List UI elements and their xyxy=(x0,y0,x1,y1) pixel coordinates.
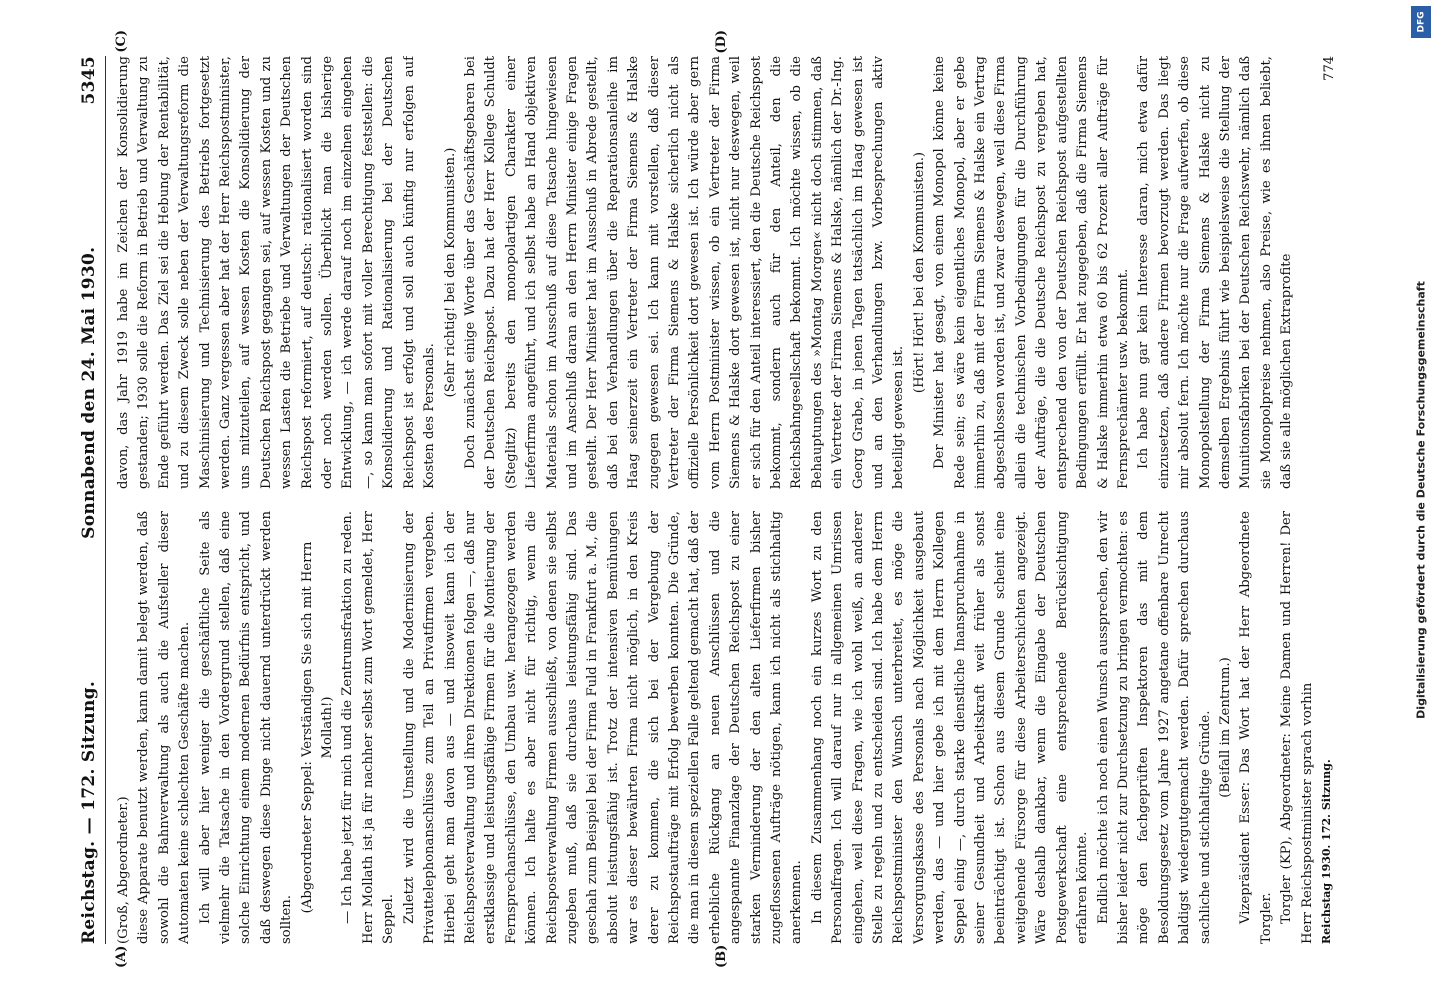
column-left xyxy=(114,511,1324,944)
footer-session: Reichstag 1930. 172. Sitzung. xyxy=(1320,759,1333,944)
interjection: (Beifall im Zentrum.) xyxy=(1217,657,1233,798)
speaker-label: (Groß, Abgeordneter.) xyxy=(116,796,131,944)
paragraph: In diesem Zusammenhang noch ein kurzes Wort zu den Personalfragen. Ich will darauf nur in allgemeinen Umrissen eingehen, weil diese Fragen, wie ich wohl weiß, an anderer Stelle zu regeln und zu entscheiden sind. Ich habe dem Herrn Reichspostminister den Wunsch unterbreitet, es möge die Versorgungskasse des Personals nach Möglichkeit ausgebaut werden, das — und hier gebe ich mit dem Herrn Kollegen Seppel einig —, durch starke dienstliche Inanspruchnahme in seiner Gesundheit und Arbeitskraft weit früher als sonst beeinträchtigt ist. Schon aus diesem Grunde scheint eine weitgehende Fürsorge für diese Arbeiterschichten angezeigt. Wäre deshalb dankbar, wenn die Eingabe der Deutschen Postgewerkschaft eine entsprechende Berücksichtigung erfahren könnte. xyxy=(809,511,1091,944)
text-columns xyxy=(114,30,1324,968)
rotated-document-page xyxy=(67,20,1367,980)
paragraph: Vizepräsident Esser: Das Wort hat der Herr Abgeordnete Torgler. xyxy=(1238,511,1274,944)
interjection: (Sehr richtig! bei den Kommunisten.) xyxy=(442,147,458,398)
page-header xyxy=(79,56,106,944)
funding-notice: Digitalisierung gefördert durch die Deutsche Forschungsgemeinschaft xyxy=(1414,281,1428,719)
paragraph: Zuletzt wird die Umstellung und die Modernisierung der Privattelephonanschlüsse zum Teil an Privatfirmen vergeben. Hierbei geht man davon aus — und insoweit kann ich der Reichspostverwaltung und ihren Direktionen folgen —, daß nur erstklassige und leistungsfähige Firmen für die Montierung der Fernsprechanschlüsse, den Umbau usw. herangezogen werden können. Ich halte es aber nicht für richtig, wenn die Reichspostverwaltung Firmen ausschließt, von denen sie selbst zugeben muß, daß sie durchaus leistungsfähig sind. Das geschah zum Beispiel bei der Firma Fuld in Frankfurt a. M., die absolut leistungsfähig ist. Trotz der intensiven Bemühungen war es dieser bewährten Firma nicht möglich, in den Kreis derer zu kommen, die sich bei der Vergebung der Reichspostaufträge mit Erfolg bewerben konnten. Die Gründe, die man in diesem speziellen Falle geltend gemacht hat, daß der erhebliche Rückgang an neuen Anschlüssen und die angespannte Finanzlage der Deutschen Reichspost zu einer starken Verminderung der den alten Lieferfirmen bisher zugeflossenen Aufträge nötigen, kann ich nicht als stichhaltig anerkennen. xyxy=(401,511,805,944)
paragraph: diese Apparate benutzt werden, kann damit belegt werden, daß sowohl die Bahnverwaltung als auch die Aufsteller dieser Automaten keine schlechten Geschäfte machen. xyxy=(136,511,193,944)
interjection: (Hört! Hört! bei den Kommunisten.) xyxy=(911,151,927,394)
header-session: Reichstag. — 172. Sitzung. xyxy=(79,680,99,944)
paragraph: Ich will aber hier weniger die geschäftliche Seite als vielmehr die Tatsache in den Vordergrund stellen, daß eine solche Einrichtung einem modernen Bedürfnis entspricht, und daß deswegen diese Dinge nicht dauernd unterdrückt werden sollten. xyxy=(197,511,295,944)
column-right xyxy=(114,56,1324,489)
footer-page-number: 774 xyxy=(1322,56,1337,81)
margin-letter-d: (D) xyxy=(714,30,729,54)
paragraph: davon, das Jahr 1919 habe im Zeichen der Konsolidierung gestanden; 1930 solle die Reform in Betrieb und Verwaltung zu Ende geführt werden. Das Ziel sei die Hebung der Rentabilität, und zu diesem Zweck solle neben der Verwaltungsreform die Maschinisierung und Technisierung des Betriebs fortgesetzt werden. Ganz vergessen aber hat der Herr Reichspostminister, uns mitzuteilen, auf wessen Kosten die Konsolidierung der Deutschen Reichspost gegangen sei, auf wessen Kosten und zu wessen Lasten die Betriebe und Verwaltungen der Deutschen Reichspost reformiert, auf deutsch: rationalisiert worden sind oder noch werden sollen. Überblickt man die bisherige Entwicklung, — ich werde darauf noch im einzelnen eingehen —, so kann man sofort mit voller Berechtigung feststellen: die Konsolidierung und Rationalisierung bei der Deutschen Reichspost ist erfolgt und soll auch künftig nur erfolgen auf Kosten des Personals. xyxy=(116,56,438,489)
paragraph: — Ich habe jetzt für mich und die Zentrumsfraktion zu reden. Herr Mollath ist ja für nachher selbst zum Wort gemeldet, Herr Seppel. xyxy=(340,511,397,944)
header-page-number: 5345 xyxy=(79,56,99,105)
header-date: Sonnabend den 24. Mai 1930. xyxy=(79,246,99,539)
paragraph: Der Minister hat gesagt, von einem Monopol könne keine Rede sein; es wäre kein eigentliches Monopol, aber er gebe immerhin zu, daß mit der Firma Siemens & Halske ein Vertrag abgeschlossen worden ist, und zwar deswegen, weil diese Firma allein die technischen Vorbedingungen für die Durchführung der Aufträge, die die Deutsche Reichspost zu vergeben hat, entsprechend den von der Deutschen Reichspost aufgestellten Bedingungen erfüllt. Er hat zugegeben, daß die Firma Siemens & Halske immerhin etwa 60 bis 62 Prozent aller Aufträge für Fernsprechämter usw. bekommt. xyxy=(932,56,1131,489)
interjection: (Abgeordneter Seppel: Verständigen Sie sich mit Herrn Mollath!) xyxy=(299,541,336,914)
paragraph: Endlich möchte ich noch einen Wunsch aussprechen, den wir bisher leider nicht zur Durchsetzung zu bringen vermochten: es möge den fachgeprüften Inspektoren das mit dem Besoldungsgesetz vom Jahre 1927 angetane offenbare Unrecht baldigst wiedergutgemacht werden. Dafür sprechen durchaus sachliche und stichhaltige Gründe. xyxy=(1095,511,1213,944)
margin-letter-a: (A) xyxy=(114,945,129,968)
margin-letter-c: (C) xyxy=(114,30,129,53)
paragraph: Ich habe nun gar kein Interesse daran, mich etwa dafür einzusetzen, daß andere Firmen bevorzugt werden. Das liegt mir absolut fern. Ich möchte nur die Frage aufwerfen, ob diese Monopolstellung der Firma Siemens & Halske nicht zu demselben Ergebnis führt wie beispielsweise die Stellung der Munitionsfabriken bei der Deutschen Reichswehr, nämlich daß sie Monopolpreise nehmen, also Preise, wie es ihnen beliebt, daß sie alle möglichen Extraprofite xyxy=(1136,56,1295,489)
dfg-sidebar xyxy=(1408,0,1434,1000)
paragraph: Torgler (KP), Abgeordneter: Meine Damen und Herren! Der Herr Reichspostminister sprach vorhin xyxy=(1279,511,1315,944)
margin-letter-b: (B) xyxy=(714,944,729,968)
dfg-logo: DFG xyxy=(1411,6,1431,38)
paragraph: Doch zunächst einige Worte über das Geschäftsgebaren bei der Deutschen Reichspost. Dazu hat der Herr Kollege Schuldt (Steglitz) bereits den monopolartigen Charakter einer Lieferfirma angeführt, und ich selbst habe an Hand objektiven Materials schon im Ausschuß auf diese Tatsache hingewiesen und im Anschluß daran an den Herrn Minister einige Fragen gestellt. Der Herr Minister hat im Ausschuß in Abrede gestellt, daß bei den Verhandlungen über die Reparationsanleihe im Haag seinerzeit ein Vertreter der Firma Siemens & Halske zugegen gewesen sei. Ich kann mit vorstellen, daß dieser Vertreter der Firma Siemens & Halske sicherlich nicht als offizielle Persönlichkeit dort gewesen ist. Ich würde aber gern vom Herrn Postminister wissen, ob ein Vertreter der Firma Siemens & Halske dort gewesen ist, nicht nur deswegen, weil er sich für den Anteil interessiert, den die Deutsche Reichspost bekommt, sondern auch für den Anteil, den die Reichsbahngesellschaft bekommt. Ich möchte wissen, ob die Behauptungen des »Montag Morgen« nicht doch stimmen, daß ein Vertreter der Firma Siemens & Halske, nämlich der Dr.-Ing. Georg Grabe, in jenen Tagen tatsächlich im Haag gewesen ist und an den Verhandlungen bzw. Vorbesprechungen aktiv beteiligt gewesen ist. xyxy=(462,56,907,489)
